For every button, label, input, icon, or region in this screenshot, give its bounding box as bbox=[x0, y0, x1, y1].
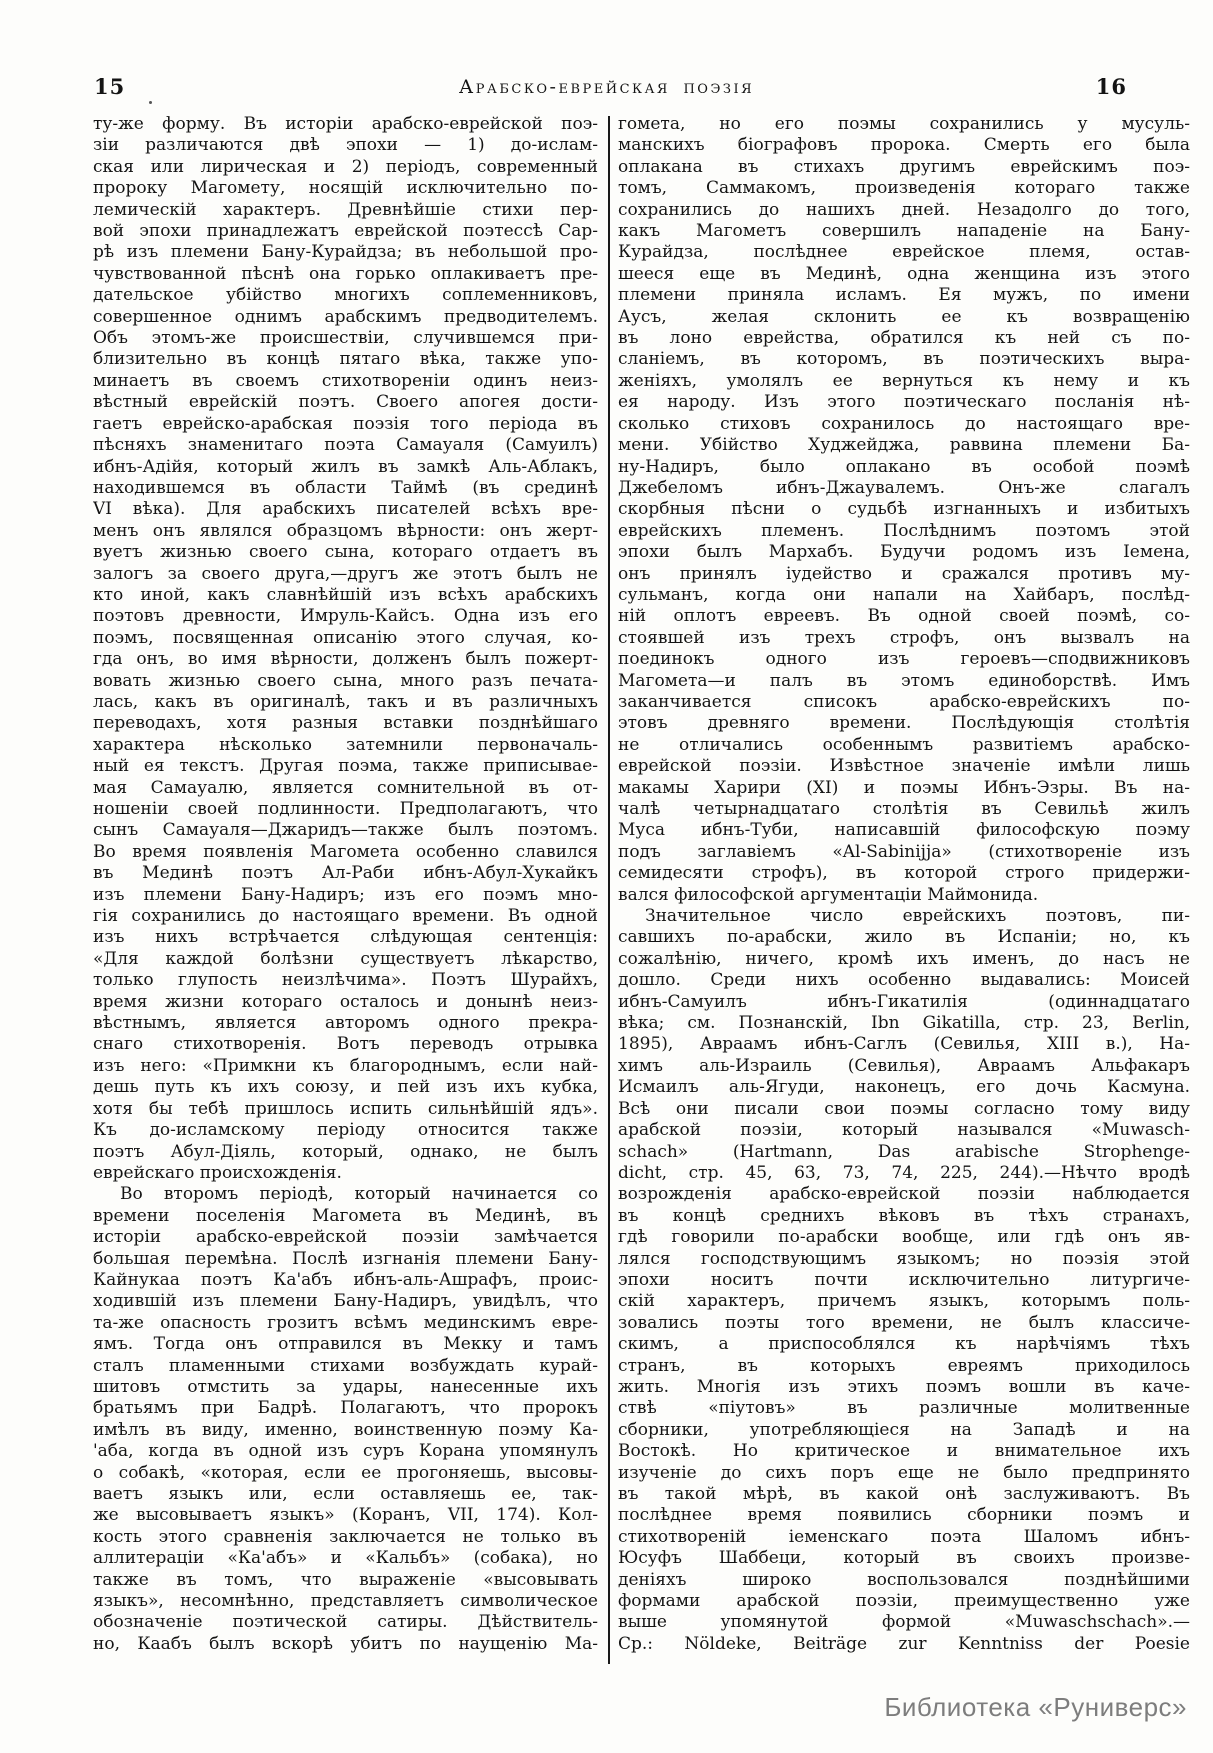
text-line: Аусъ, желая склонить ее къ возвращенію bbox=[618, 306, 1190, 327]
text-line: не отличались особеннымъ развитіемъ арабско- bbox=[618, 734, 1190, 755]
text-line: ствѣ «піутовъ» въ различные молитвенные bbox=[618, 1398, 1190, 1419]
text-line: Исмаилъ аль-Ягуди, наконецъ, его дочь Касмуна. bbox=[618, 1077, 1190, 1098]
text-line: переводахъ, хотя разныя вставки позднѣйшаго bbox=[93, 713, 598, 734]
text-line: ну-Надиръ, было оплакано въ особой поэмѣ bbox=[618, 456, 1190, 477]
text-line: 'аба, когда въ одной изъ суръ Корана упомянулъ bbox=[93, 1441, 598, 1462]
text-line: характера нѣсколько затемнили первоначаль- bbox=[93, 734, 598, 755]
text-line: рѣ изъ племени Бану-Курайдза; въ небольшой про- bbox=[93, 242, 598, 263]
text-line: большая перемѣна. Послѣ изгнанія племени Бану- bbox=[93, 1248, 598, 1269]
text-line: какъ Магометъ совершилъ нападеніе на Бану- bbox=[618, 221, 1190, 242]
text-line: Курайдза, послѣднее еврейское племя, остав- bbox=[618, 242, 1190, 263]
text-line: близительно въ концѣ пятаго вѣка, также упо- bbox=[93, 349, 598, 370]
text-line: гомета, но его поэмы сохранились у мусуль- bbox=[618, 114, 1190, 134]
text-line: оплакана въ стихахъ другимъ еврейскимъ поэ- bbox=[618, 156, 1190, 177]
text-line: скимъ, а приспособлялся къ нарѣчіямъ тѣхъ bbox=[618, 1334, 1190, 1355]
column-right bbox=[618, 114, 1190, 1655]
text-line: изъ него: «Примкни къ благороднымъ, если най- bbox=[93, 1055, 598, 1076]
text-line: макамы Харири (XI) и поэмы Ибнъ-Эзры. Въ на- bbox=[618, 777, 1190, 798]
text-line: гдѣ говорили по-арабски вообще, или гдѣ онъ яв- bbox=[618, 1227, 1190, 1248]
text-line: но, Каабъ былъ вскорѣ убитъ по наущенію Ма- bbox=[93, 1633, 598, 1654]
text-line: семидесяти строфъ), въ которой строго придержи- bbox=[618, 863, 1190, 884]
text-line: schach» (Hartmann, Das arabische Strophenge- bbox=[618, 1141, 1190, 1162]
text-line: же высовываетъ языкъ» (Коранъ, VII, 174). Кол- bbox=[93, 1505, 598, 1526]
text-line: VI вѣка). Для арабскихъ писателей всѣхъ вре- bbox=[93, 499, 598, 520]
text-line: имѣлъ въ виду, именно, воинственную поэму Ка- bbox=[93, 1419, 598, 1440]
text-line: ямъ. Тогда онъ отправился въ Мекку и тамъ bbox=[93, 1334, 598, 1355]
text-line: дешь путь къ ихъ союзу, и пей изъ ихъ кубка, bbox=[93, 1077, 598, 1098]
text-line: лемическій характеръ. Древнѣйшіе стихи пер- bbox=[93, 199, 598, 220]
text-line: dicht, стр. 45, 63, 73, 74, 225, 244).—Нѣчто вродѣ bbox=[618, 1162, 1190, 1183]
text-line: скій характеръ, причемъ языкъ, которымъ поль- bbox=[618, 1291, 1190, 1312]
text-line: поэмъ, посвященная описанію этого случая, ко- bbox=[93, 627, 598, 648]
text-line: шееся еще въ Мединѣ, одна женщина изъ этого bbox=[618, 263, 1190, 284]
text-line: деніяхъ широко воспользовался позднѣйшими bbox=[618, 1569, 1190, 1590]
text-line: Значительное число еврейскихъ поэтовъ, пи- bbox=[645, 906, 1190, 927]
scan-speck bbox=[149, 101, 152, 104]
text-line: изъ нихъ встрѣчается слѣдующая сентенція: bbox=[93, 927, 598, 948]
text-line: менъ онъ являлся образцомъ вѣрности: онъ жерт- bbox=[93, 520, 598, 541]
text-line: поединокъ одного изъ героевъ—сподвижниковъ bbox=[618, 649, 1190, 670]
text-line: залогъ за своего друга,—другъ же этотъ былъ не bbox=[93, 563, 598, 584]
text-line: изученіе до сихъ поръ еще не было предпринято bbox=[618, 1462, 1190, 1483]
text-line: томъ, Саммакомъ, произведенія котораго также bbox=[618, 178, 1190, 199]
text-line: скорбныя пѣсни о судьбѣ изгнанныхъ и избитыхъ bbox=[618, 499, 1190, 520]
text-line: находившемся въ области Таймѣ (въ срединѣ bbox=[93, 477, 598, 498]
text-line: поэтовъ древности, Имруль-Кайсъ. Одна изъ его bbox=[93, 606, 598, 627]
text-line: лась, какъ въ оригиналѣ, такъ и въ различныхъ bbox=[93, 691, 598, 712]
text-line: Во время появленія Магомета особенно славился bbox=[93, 841, 598, 862]
text-line: чувствованной пѣснѣ она горько оплакиваетъ пре- bbox=[93, 263, 598, 284]
text-line: вѣстный еврейскій поэтъ. Своего апогея дости- bbox=[93, 392, 598, 413]
text-line: аллитераціи «Ка'абъ» и «Кальбъ» (собака), но bbox=[93, 1548, 598, 1569]
text-line: странъ, въ которыхъ евреямъ приходилось bbox=[618, 1355, 1190, 1376]
text-line: зовались поэты того времени, не былъ классиче- bbox=[618, 1312, 1190, 1333]
text-line: изъ племени Бану-Надиръ; изъ его поэмъ мно- bbox=[93, 884, 598, 905]
text-line: химъ аль-Израиль (Севилья), Авраамъ Альфакаръ bbox=[618, 1055, 1190, 1076]
text-line: подъ заглавіемъ «Al-Sabinijja» (стихотвореніе изъ bbox=[618, 841, 1190, 862]
text-line: 1895), Авраамъ ибнъ-Саглъ (Севилья, XIII в.), На- bbox=[618, 1034, 1190, 1055]
text-line: стоявшей изъ трехъ строфъ, онъ вызвалъ на bbox=[618, 627, 1190, 648]
text-line: Объ этомъ-же происшествіи, случившемся при- bbox=[93, 328, 598, 349]
column-left bbox=[93, 114, 598, 1655]
text-line: снаго стихотворенія. Вотъ переводъ отрывка bbox=[93, 1034, 598, 1055]
text-line: въ концѣ среднихъ вѣковъ въ тѣхъ странахъ, bbox=[618, 1205, 1190, 1226]
text-line: ибнъ-Адійя, который жилъ въ замкѣ Аль-Аблакъ, bbox=[93, 456, 598, 477]
text-line: стихотвореній іеменскаго поэта Шаломъ ибнъ- bbox=[618, 1526, 1190, 1547]
text-line: пѣсняхъ знаменитаго поэта Самауаля (Самуилъ) bbox=[93, 435, 598, 456]
text-line: сборники, употребляющіеся на Западѣ и на bbox=[618, 1419, 1190, 1440]
text-line: въ Мединѣ поэтъ Ал-Раби ибнъ-Абул-Хукайкъ bbox=[93, 863, 598, 884]
text-line: сожалѣнію, ничего, кромѣ ихъ именъ, до насъ не bbox=[618, 948, 1190, 969]
text-line: обозначеніе поэтической сатиры. Дѣйствитель- bbox=[93, 1612, 598, 1633]
text-line: Юсуфъ Шаббеци, который въ своихъ произве- bbox=[618, 1548, 1190, 1569]
text-line: сульманъ, когда они напали на Хайбаръ, послѣд- bbox=[618, 584, 1190, 605]
text-line: пророку Магомету, носящій исключительно по- bbox=[93, 178, 598, 199]
column-divider-rule bbox=[608, 116, 610, 1664]
text-line: кость этого сравненія заключается не только въ bbox=[93, 1526, 598, 1547]
text-line: ту-же форму. Въ исторіи арабско-еврейской поэ- bbox=[93, 114, 598, 134]
text-line: сталъ пламенными стихами возбуждать курай- bbox=[93, 1355, 598, 1376]
text-line: гаетъ еврейско-арабская поэзія того періода въ bbox=[93, 413, 598, 434]
text-line: ношеніи своей подлинности. Предполагаютъ, что bbox=[93, 799, 598, 819]
page-header bbox=[0, 74, 1213, 104]
text-line: сланіемъ, въ которомъ, въ поэтическихъ выра- bbox=[618, 349, 1190, 370]
text-line: время жизни котораго осталось и донынѣ неиз- bbox=[93, 991, 598, 1012]
text-line: Ср.: Nöldeke, Beiträge zur Kenntniss der Poesie bbox=[618, 1633, 1190, 1654]
text-line: послѣднее время появились сборники поэмъ и bbox=[618, 1505, 1190, 1526]
text-line: ская или лирическая и 2) періодъ, современный bbox=[93, 156, 598, 177]
text-line: этовъ древняго времени. Послѣдующія столѣтія bbox=[618, 713, 1190, 734]
text-line: племени приняла исламъ. Ея мужъ, по имени bbox=[618, 285, 1190, 306]
text-line: кто иной, какъ славнѣйшій изъ всѣхъ арабскихъ bbox=[93, 584, 598, 605]
text-line: Востокѣ. Но критическое и внимательное ихъ bbox=[618, 1441, 1190, 1462]
text-line: еврейскихъ племенъ. Послѣднимъ поэтомъ этой bbox=[618, 520, 1190, 541]
text-line: чалѣ четырнадцатаго столѣтія въ Севильѣ жилъ bbox=[618, 799, 1190, 819]
text-line: манскихъ біографовъ пророка. Смерть его была bbox=[618, 135, 1190, 156]
text-line: гда онъ, во имя вѣрности, долженъ былъ пожерт- bbox=[93, 649, 598, 670]
page-header-title: Арабско-еврейская поэзія bbox=[458, 76, 755, 98]
text-line: арабской поэзіи, который назывался «Muwasch- bbox=[618, 1120, 1190, 1141]
text-line: та-же опасность грозитъ всѣмъ мединскимъ евре- bbox=[93, 1312, 598, 1333]
text-line: дошло. Среди нихъ особенно выдавались: Моисей bbox=[618, 970, 1190, 991]
text-line: Къ до-исламскому періоду относится также bbox=[93, 1120, 598, 1141]
text-line: сколько стиховъ сохранилось до настоящаго вре- bbox=[618, 413, 1190, 434]
column-number-right: 16 bbox=[1095, 74, 1127, 99]
text-line: Всѣ они писали свои поэмы согласно тому виду bbox=[618, 1098, 1190, 1119]
text-line: поэтъ Абул-Діяль, который, однако, не былъ bbox=[93, 1141, 598, 1162]
text-line: дательское убійство многихъ соплеменниковъ, bbox=[93, 285, 598, 306]
text-line: о собакѣ, «которая, если ее прогоняешь, высовы- bbox=[93, 1462, 598, 1483]
text-line: Магомета—и палъ въ этомъ единоборствѣ. Имъ bbox=[618, 670, 1190, 691]
text-line: вѣстнымъ, является авторомъ одного прекра- bbox=[93, 1013, 598, 1034]
text-line: онъ принялъ іудейство и сражался противъ му- bbox=[618, 563, 1190, 584]
text-line: Во второмъ періодѣ, который начинается со bbox=[120, 1184, 598, 1205]
text-line: только глупость неизлѣчима». Поэтъ Шурайхъ, bbox=[93, 970, 598, 991]
text-line: вовать жизнью своего сына, много разъ печата- bbox=[93, 670, 598, 691]
text-line: выше упомянутой формой «Muwaschschach».— bbox=[618, 1612, 1190, 1633]
text-line: вуетъ жизнью своего сына, котораго отдаетъ въ bbox=[93, 542, 598, 563]
text-line: также въ томъ, что выраженіе «высовывать bbox=[93, 1569, 598, 1590]
text-line: ваетъ языкъ или, если оставляешь ее, так- bbox=[93, 1484, 598, 1504]
text-line: Кайнукаа поэтъ Ка'абъ ибнъ-аль-Ашрафъ, проис- bbox=[93, 1269, 598, 1290]
text-line: въ такой мѣрѣ, въ какой онѣ заслуживаютъ. Въ bbox=[618, 1484, 1190, 1504]
text-line: вался философской аргументаціи Маймонида. bbox=[618, 884, 1039, 905]
text-line: Джебеломъ ибнъ-Джаувалемъ. Онъ-же слагалъ bbox=[618, 477, 1190, 498]
text-line: заканчивается списокъ арабско-еврейскихъ по- bbox=[618, 691, 1190, 712]
text-line: жить. Многія изъ этихъ поэмъ вошли въ каче- bbox=[618, 1376, 1190, 1397]
text-line: ходившій изъ племени Бану-Надиръ, увидѣлъ, что bbox=[93, 1291, 598, 1312]
text-line: женіяхъ, умолялъ ее вернуться къ нему и къ bbox=[618, 370, 1190, 391]
text-line: языкъ», несомнѣнно, представляетъ символическое bbox=[93, 1591, 598, 1612]
text-line: сохранились до нашихъ дней. Незадолго до того, bbox=[618, 199, 1190, 220]
text-line: еврейской поэзіи. Извѣстное значеніе имѣли лишь bbox=[618, 756, 1190, 777]
text-line: формами арабской поэзіи, преимущественно уже bbox=[618, 1591, 1190, 1612]
text-line: хотя бы тебѣ пришлось испить сильнѣйшій ядъ». bbox=[93, 1098, 598, 1119]
text-line: вѣка; см. Познанскій, Ibn Gikatilla, стр. 23, Berlin, bbox=[618, 1013, 1190, 1034]
text-line: шитовъ отмстить за удары, нанесенные ихъ bbox=[93, 1376, 598, 1397]
text-line: совершенное однимъ арабскимъ предводителемъ. bbox=[93, 306, 598, 327]
text-line: ный ея текстъ. Другая поэма, также приписывае- bbox=[93, 756, 598, 777]
text-line: возрожденія арабско-еврейской поэзіи наблюдается bbox=[618, 1184, 1190, 1205]
text-line: ибнъ-Самуилъ ибнъ-Гикатилія (одиннадцатаго bbox=[618, 991, 1190, 1012]
text-line: исторіи арабско-еврейской поэзіи замѣчается bbox=[93, 1227, 598, 1248]
text-line: вой эпохи принадлежатъ еврейской поэтессѣ Сар- bbox=[93, 221, 598, 242]
text-line: сынъ Самауаля—Джаридъ—также былъ поэтомъ. bbox=[93, 820, 598, 841]
text-line: эпохи носитъ почти исключительно литургиче- bbox=[618, 1269, 1190, 1290]
column-number-left: 15 bbox=[94, 74, 126, 99]
text-line: ея народу. Изъ этого поэтическаго посланія нѣ- bbox=[618, 392, 1190, 413]
text-line: ній оплотъ евреевъ. Въ одной своей поэмѣ, со- bbox=[618, 606, 1190, 627]
text-line: савшихъ по-арабски, жило въ Испаніи; но, къ bbox=[618, 927, 1190, 948]
text-line: Муса ибнъ-Туби, написавшій философскую поэму bbox=[618, 820, 1190, 841]
text-line: лялся господствующимъ языкомъ; но поэзія этой bbox=[618, 1248, 1190, 1269]
text-line: зіи различаются двѣ эпохи — 1) до-ислам- bbox=[93, 135, 598, 156]
text-line: мая Самауалю, является сомнительной въ от- bbox=[93, 777, 598, 798]
text-line: минаетъ въ своемъ стихотвореніи одинъ неиз- bbox=[93, 370, 598, 391]
text-line: въ лоно еврейства, обратился къ ней съ по- bbox=[618, 328, 1190, 349]
text-line: мени. Убійство Худжейджа, раввина племени Ба- bbox=[618, 435, 1190, 456]
text-line: «Для каждой болѣзни существуетъ лѣкарство, bbox=[93, 948, 598, 969]
library-watermark: Библиотека «Руниверс» bbox=[884, 1692, 1187, 1722]
text-line: еврейскаго происхожденія. bbox=[93, 1162, 342, 1183]
text-line: эпохи былъ Мархабъ. Будучи родомъ изъ Іемена, bbox=[618, 542, 1190, 563]
text-line: гія сохранились до настоящаго времени. Въ одной bbox=[93, 906, 598, 927]
text-line: братьямъ при Бадрѣ. Полагаютъ, что пророкъ bbox=[93, 1398, 598, 1419]
text-line: времени поселенія Магомета въ Мединѣ, въ bbox=[93, 1205, 598, 1226]
